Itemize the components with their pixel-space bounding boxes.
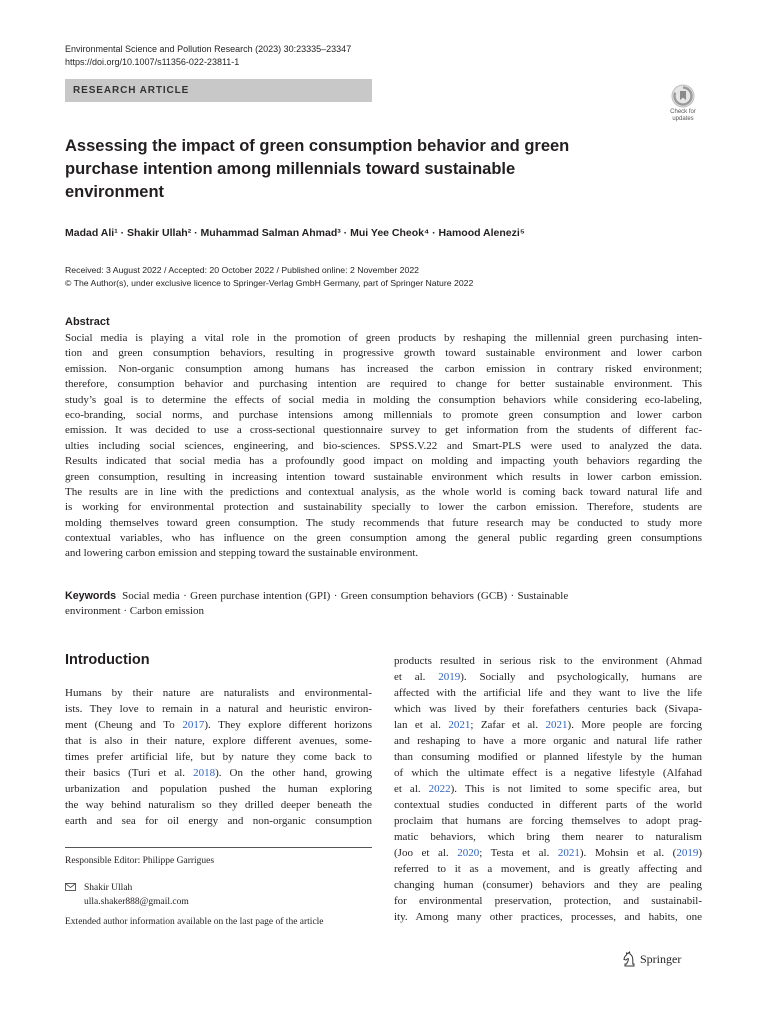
title-line: purchase intention among millennials toward sustainable — [65, 160, 516, 178]
body-line — [394, 701, 702, 717]
citation-link[interactable]: 2018 — [193, 767, 216, 779]
abstract-line: Results indicated that social media has a profoundly good impact on molding and impacting youth behaviors regarding the — [65, 455, 702, 468]
check-for-updates-icon — [671, 84, 695, 108]
body-line — [394, 717, 702, 733]
body-text: ; Zafar et al. — [470, 719, 546, 731]
abstract-line: emission. Non-organic consumption among humans has increased the carbon emission in contrary risked environment; — [65, 362, 702, 375]
body-line — [394, 861, 702, 877]
body-line — [65, 685, 372, 701]
citation-link[interactable]: 2019 — [438, 671, 461, 683]
body-text: of which the ultimate effect is a negative lifestyle (Alfahad — [394, 767, 702, 779]
body-text: earth and sea for oil energy and non-organic consumption — [65, 815, 372, 827]
body-text: ). Socially and psychologically, humans are — [460, 671, 702, 683]
body-text: urbanization and population pushed the human exploring — [65, 783, 372, 795]
body-line — [394, 909, 702, 925]
abstract-line: emission. It was decided to use a cross-sectional questionnaire survey to get information from the students of different fac- — [65, 424, 702, 437]
citation-link[interactable]: 2021 — [448, 719, 471, 731]
body-text: ment (Cheung and To — [65, 719, 183, 731]
body-text: (Joo et al. — [394, 847, 458, 859]
article-type-badge — [65, 79, 372, 102]
body-text: et al. — [394, 783, 429, 795]
body-text: ; Testa et al. — [479, 847, 558, 859]
body-text: ). This is not limited to some specific area, but — [450, 783, 702, 795]
springer-footer — [620, 951, 704, 968]
body-text: that is also in their nature, explore different avenues, some- — [65, 735, 372, 747]
body-text: contextual studies conducted in different parts of the world — [394, 799, 702, 811]
corresponding-author-name: Shakir Ullah — [84, 883, 133, 893]
envelope-icon — [65, 883, 76, 891]
abstract-line: The results are in line with the predictions and contextual analysis, as the whole world is coming back toward natural life and — [65, 485, 702, 498]
body-text: referred to it as a movement, and is greatly affecting and — [394, 863, 702, 875]
abstract-line: tion and green consumption behaviors, resulting in progressive growth toward sustainable environment and lower carbon — [65, 347, 702, 360]
check-for-updates-label: Check for updates — [670, 109, 696, 122]
doi-link[interactable]: https://doi.org/10.1007/s11356-022-23811-1 — [65, 57, 240, 67]
body-line — [394, 781, 702, 797]
body-line — [65, 813, 372, 829]
body-line — [394, 749, 702, 765]
body-text: changing human (consumer) behaviors and they are pealing — [394, 879, 702, 891]
keywords-line — [65, 589, 702, 604]
abstract-line: Social media is playing a vital role in the promotion of green products by reshaping the millennial green purchasing inten- — [65, 332, 702, 344]
body-line — [65, 797, 372, 813]
citation-link[interactable]: 2021 — [557, 847, 580, 859]
body-line — [65, 781, 372, 797]
abstract-line: study’s goal is to determine the effects of social media in molding the consumption behaviors while considering eco-labeling, — [65, 393, 702, 406]
right-column — [394, 653, 702, 925]
citation-link[interactable]: 2019 — [676, 847, 699, 859]
body-line — [394, 845, 702, 861]
body-line — [65, 701, 372, 717]
left-column — [65, 685, 372, 829]
footnote-rule — [65, 847, 372, 848]
abstract-line: is working for environmental protection and sustainability specially to lower the carbon emission. Therefore, students are — [65, 501, 702, 514]
author-list: Madad Ali¹ · Shakir Ullah² · Muhammad Salman Ahmad³ · Mui Yee Cheok⁴ · Hamood Alenezi⁵ — [65, 227, 525, 239]
body-text: ). They explore different horizons — [204, 719, 372, 731]
citation-link[interactable]: 2017 — [182, 719, 205, 731]
body-text: ) — [698, 847, 702, 859]
abstract-line: therefore, consumption behavior and purchasing intention are required to change for better sustainable environment. This — [65, 378, 702, 391]
title-line: environment — [65, 183, 165, 201]
body-line — [394, 829, 702, 845]
body-line — [65, 749, 372, 765]
citation-link[interactable]: 2022 — [428, 783, 451, 795]
keywords-section — [65, 589, 702, 620]
body-line — [394, 765, 702, 781]
body-line — [394, 685, 702, 701]
publication-dates: Received: 3 August 2022 / Accepted: 20 October 2022 / Published online: 2 November 2022 — [65, 265, 420, 275]
body-text: et al. — [394, 671, 439, 683]
body-text: Humans by their nature are naturalists and environmental- — [65, 687, 372, 699]
body-text: for environmental preservation, protection, and sustainabil- — [394, 895, 702, 907]
body-text: the way behind naturalism so they drilled deeper beneath the — [65, 799, 372, 811]
publisher-name: Springer — [640, 952, 682, 966]
body-line — [394, 877, 702, 893]
body-text: ). Mohsin et al. ( — [579, 847, 677, 859]
responsible-editor: Responsible Editor: Philippe Garrigues — [65, 856, 215, 866]
body-text: their basics (Turi et al. — [65, 767, 194, 779]
keywords-text: Social media · Green purchase intention (GPI) · Green consumption behaviors (GCB) · Sustainable — [122, 590, 569, 602]
abstract-line: contextual variables, who has influence on the green consumption among the general public regarding green consumptions — [65, 532, 702, 545]
body-text: ists. They love to remain in a natural and heuristic environ- — [65, 703, 372, 715]
body-line — [394, 893, 702, 909]
body-line — [65, 765, 372, 781]
abstract-line: green consumption, resulting in increasing intention toward sustainable environment which results in lower carbon emission. — [65, 470, 702, 483]
body-line — [394, 813, 702, 829]
body-text: matic behaviors, which bring them nearer to naturalism — [394, 831, 702, 843]
abstract-line: molding themselves toward green consumption. The study recommends that future research may be conducted to study more — [65, 516, 702, 529]
article-type-label: RESEARCH ARTICLE — [73, 85, 190, 96]
extended-author-info: Extended author information available on the last page of the article — [65, 917, 324, 927]
body-text: affected with the artificial life and they want to live the life — [394, 687, 702, 699]
keywords-text: environment · Carbon emission — [65, 605, 205, 618]
body-text: proclaim that humans are forcing themselves to adopt prag- — [394, 815, 702, 827]
body-line — [394, 669, 702, 685]
body-line — [65, 717, 372, 733]
check-for-updates-badge[interactable] — [664, 84, 702, 124]
body-text: ity. Among many other practices, processes, and habits, one — [394, 911, 702, 923]
citation-link[interactable]: 2021 — [545, 719, 568, 731]
body-text: lan et al. — [394, 719, 449, 731]
springer-logo-icon — [622, 951, 636, 967]
body-text: which was lived by their forefathers centuries back (Sivapa- — [394, 703, 702, 715]
body-text: times prefer artificial life, but by nature they come back to — [65, 751, 372, 763]
abstract-line: and lowering carbon emission and stepping toward the sustainable environment. — [65, 547, 419, 560]
abstract-heading: Abstract — [65, 316, 110, 328]
keywords-label: Keywords — [65, 590, 117, 602]
keywords-line — [65, 604, 702, 619]
article-title — [65, 135, 702, 204]
body-line — [394, 797, 702, 813]
body-line — [394, 733, 702, 749]
body-text: ). More people are forcing — [567, 719, 702, 731]
abstract-line: ulties including social sciences, engineering, and bio-sciences. SPSS.V.22 and Smart-PLS were used to analyzed the data. — [65, 439, 702, 452]
body-text: ). On the other hand, growing — [215, 767, 372, 779]
abstract-line: eco-branding, social norms, and purchase intensions among millennials to promote green consumption and lower carbon — [65, 408, 702, 421]
title-line: Assessing the impact of green consumption behavior and green — [65, 137, 570, 155]
abstract-body — [65, 331, 702, 562]
journal-citation-line: Environmental Science and Pollution Research (2023) 30:23335–23347 — [65, 44, 352, 54]
body-text: products resulted in serious risk to the environment (Ahmad — [394, 655, 702, 667]
copyright-notice: © The Author(s), under exclusive licence to Springer-Verlag GmbH Germany, part of Springer Nature 2022 — [65, 278, 474, 288]
body-text: than consuming modified or planned lifestyle by the human — [394, 751, 702, 763]
corresponding-author-email[interactable]: ulla.shaker888@gmail.com — [84, 897, 189, 907]
citation-link[interactable]: 2020 — [457, 847, 480, 859]
body-line — [394, 653, 702, 669]
body-text: and reshaping to have a more organic and natural life rather — [394, 735, 702, 747]
body-line — [65, 733, 372, 749]
introduction-heading: Introduction — [65, 652, 150, 668]
